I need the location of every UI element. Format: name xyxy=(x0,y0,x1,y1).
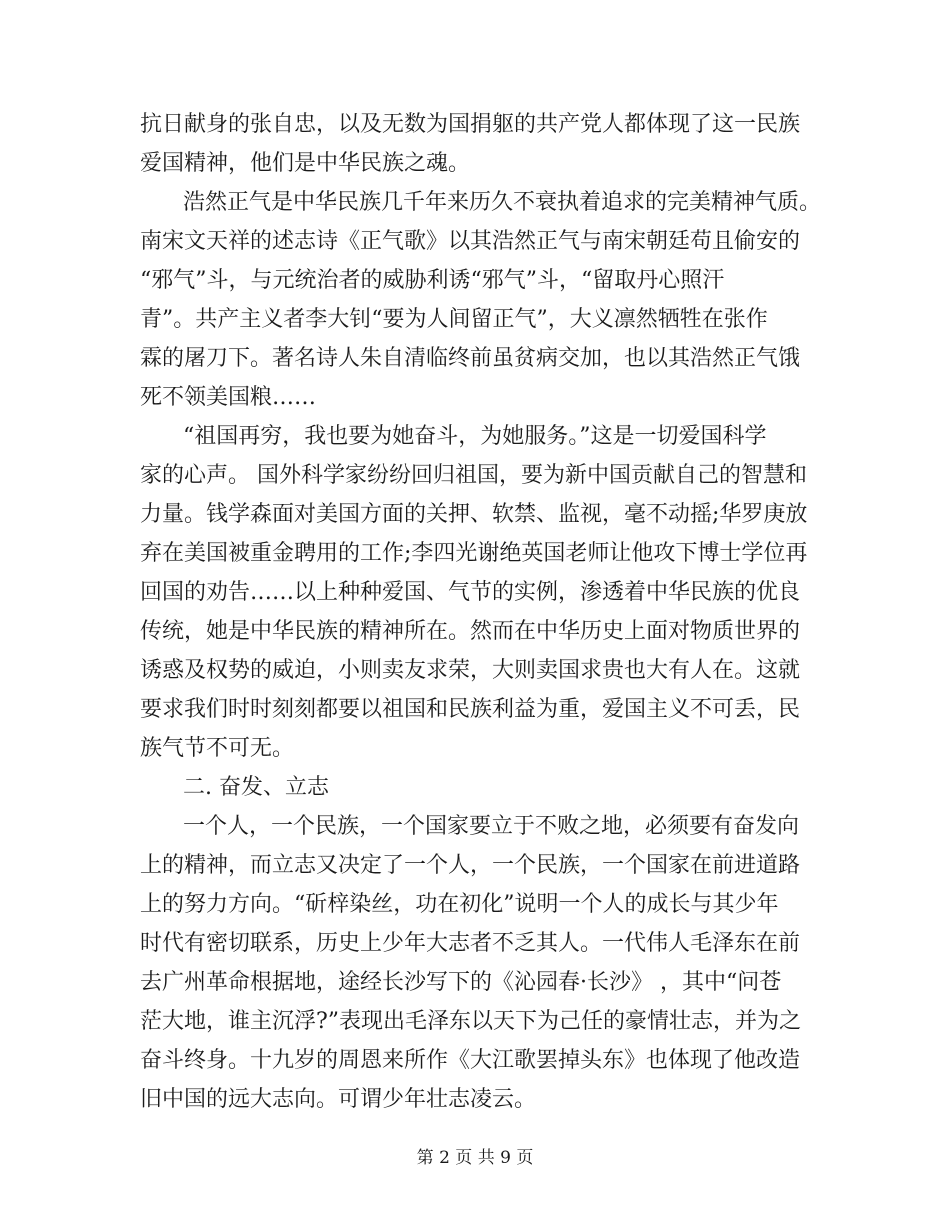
text-line: 霖的屠刀下。著名诗人朱自清临终前虽贫病交加，也以其浩然正气饿 xyxy=(140,346,801,371)
text-line: 爱国精神，他们是中华民族之魂。 xyxy=(140,151,471,176)
text-line: 奋斗终身。十九岁的周恩来所作《大江歌罢掉头东》也体现了他改造 xyxy=(140,1048,801,1073)
text-line: 弃在美国被重金聘用的工作;李四光谢绝英国老师让他攻下博士学位再 xyxy=(140,541,808,566)
text-line: “祖国再穷，我也要为她奋斗，为她服务。”这是一切爱国科学 xyxy=(183,424,767,449)
text-line: “邪气”斗，与元统治者的威胁利诱“邪气”斗，“留取丹心照汗 xyxy=(140,268,725,293)
text-line: 诱惑及权势的威迫，小则卖友求荣，大则卖国求贵也大有人在。这就 xyxy=(140,658,801,683)
text-line: 死不领美国粮…… xyxy=(140,385,317,410)
text-line: 上的精神，而立志又决定了一个人，一个民族，一个国家在前进道路 xyxy=(140,853,801,878)
text-line: 一个人，一个民族，一个国家要立于不败之地，必须要有奋发向 xyxy=(183,814,800,839)
section-heading: 二. 奋发、立志 xyxy=(183,775,329,800)
text-line: 要求我们时时刻刻都要以祖国和民族利益为重，爱国主义不可丢，民 xyxy=(140,697,801,722)
text-line: 族气节不可无。 xyxy=(140,736,295,761)
text-line: 茫大地，谁主沉浮?”表现出毛泽东以天下为己任的豪情壮志，并为之 xyxy=(140,1009,802,1034)
text-line: 浩然正气是中华民族几千年来历久不衰执着追求的完美精神气质。 xyxy=(183,190,822,215)
text-line: 青”。共产主义者李大钊“要为人间留正气”，大义凛然牺牲在张作 xyxy=(140,307,768,332)
text-line: 力量。钱学森面对美国方面的关押、软禁、监视，毫不动摇;华罗庚放 xyxy=(140,502,808,527)
text-line: 回国的劝告……以上种种爱国、气节的实例，渗透着中华民族的优良 xyxy=(140,580,801,605)
text-line: 家的心声。 国外科学家纷纷回归祖国，要为新中国贡献自己的智慧和 xyxy=(140,463,807,488)
text-line: 时代有密切联系，历史上少年大志者不乏其人。一代伟人毛泽东在前 xyxy=(140,931,801,956)
text-line: 去广州革命根据地，途经长沙写下的《沁园春·长沙》 ，其中“问苍 xyxy=(140,970,782,995)
text-line: 抗日献身的张自忠，以及无数为国捐躯的共产党人都体现了这一民族 xyxy=(140,112,801,137)
text-line: 南宋文天祥的述志诗《正气歌》以其浩然正气与南宋朝廷苟且偷安的 xyxy=(140,229,801,254)
text-line: 上的努力方向。“斫梓染丝，功在初化”说明一个人的成长与其少年 xyxy=(140,892,779,917)
text-line: 传统，她是中华民族的精神所在。然而在中华历史上面对物质世界的 xyxy=(140,619,801,644)
text-line: 旧中国的远大志向。可谓少年壮志凌云。 xyxy=(140,1087,537,1112)
page-number-footer: 第 2 页 共 9 页 xyxy=(416,1148,534,1168)
